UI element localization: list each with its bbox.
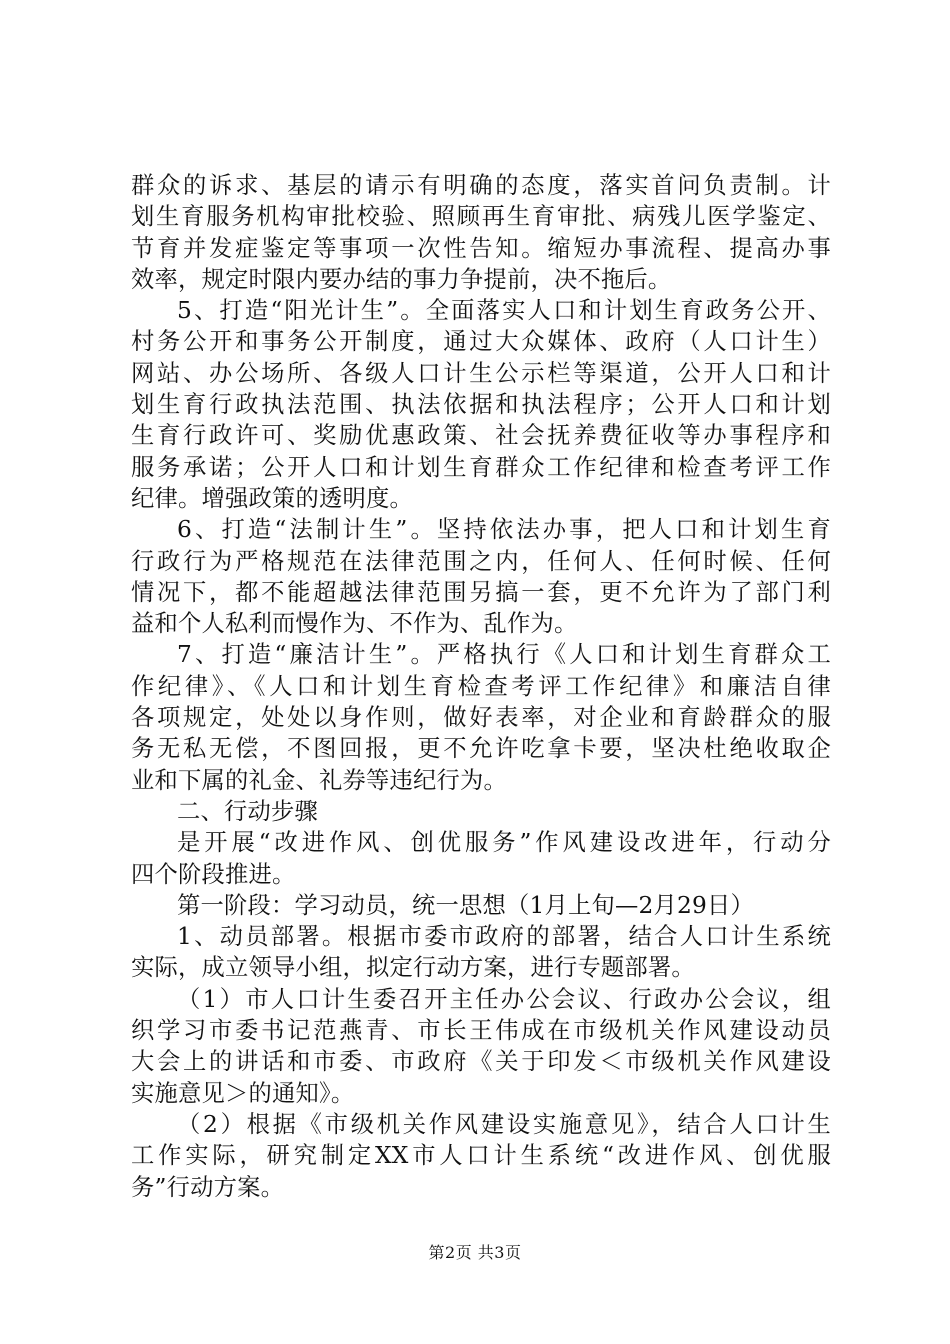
text-line: 务”行动方案。: [131, 1173, 285, 1201]
text-line: 划生育行政执法范围、执法依据和执法程序；公开人口和计划: [131, 391, 831, 419]
text-line: 服务承诺；公开人口和计划生育群众工作纪律和检查考评工作: [131, 453, 831, 481]
text-line: 纪律。增强政策的透明度。: [131, 484, 413, 512]
text-line: （2）根据《市级机关作风建设实施意见》，结合人口计生: [177, 1110, 831, 1138]
text-line: 行政行为严格规范在法律范围之内，任何人、任何时候、任何: [131, 547, 831, 575]
text-line: 实施意见＞的通知》。: [131, 1079, 355, 1107]
text-line: 工作实际，研究制定XX市人口计生系统“改进作风、创优服: [131, 1142, 831, 1170]
text-line: 6、打造“法制计生”。坚持依法办事，把人口和计划生育: [177, 516, 831, 544]
text-line: 网站、办公场所、各级人口计生公示栏等渠道，公开人口和计: [131, 359, 831, 387]
text-line: 各项规定，处处以身作则，做好表率，对企业和育龄群众的服: [131, 704, 831, 732]
text-line: 群众的诉求、基层的请示有明确的态度，落实首问负责制。计: [131, 172, 831, 199]
document-body: [131, 170, 831, 1203]
text-line: 二、行动步骤: [177, 797, 318, 825]
text-line: 节育并发症鉴定等事项一次性告知。缩短办事流程、提高办事: [131, 234, 831, 262]
text-line: 情况下，都不能超越法律范围另搞一套，更不允许为了部门利: [131, 578, 831, 606]
text-line: 村务公开和事务公开制度，通过大众媒体、政府（人口计生）: [131, 328, 831, 356]
text-line: 实际，成立领导小组，拟定行动方案，进行专题部署。: [131, 954, 695, 982]
text-line: 效率，规定时限内要办结的事力争提前，决不拖后。: [131, 265, 672, 293]
text-line: 第一阶段：学习动员，统一思想（1月上旬—2月29日）: [177, 891, 755, 919]
text-line: （1）市人口计生委召开主任办公会议、行政办公会议，组: [177, 985, 831, 1013]
text-line: 业和下属的礼金、礼券等违纪行为。: [131, 766, 507, 794]
text-line: 织学习市委书记范燕青、市长王伟成在市级机关作风建设动员: [131, 1017, 831, 1045]
text-line: 务无私无偿，不图回报，更不允许吃拿卡要，坚决杜绝收取企: [131, 735, 831, 763]
text-line: 益和个人私利而慢作为、不作为、乱作为。: [131, 610, 578, 638]
text-line: 是开展“改进作风、创优服务”作风建设改进年，行动分: [177, 829, 831, 857]
text-line: 四个阶段推进。: [131, 860, 296, 888]
text-line: 5、打造“阳光计生”。全面落实人口和计划生育政务公开、: [177, 297, 831, 325]
text-line: 1、动员部署。根据市委市政府的部署，结合人口计生系统: [177, 923, 831, 951]
text-line: 作纪律》、《人口和计划生育检查考评工作纪律》和廉洁自律: [131, 672, 831, 700]
text-line: 划生育服务机构审批校验、照顾再生育审批、病残儿医学鉴定、: [131, 203, 831, 231]
text-line: 大会上的讲话和市委、市政府《关于印发＜市级机关作风建设: [131, 1048, 831, 1076]
page-footer: [0, 1243, 950, 1263]
text-line: 7、打造“廉洁计生”。严格执行《人口和计划生育群众工: [177, 641, 831, 669]
text-line: 生育行政许可、奖励优惠政策、社会抚养费征收等办事程序和: [131, 422, 831, 450]
page-number-label: 第2页 共3页: [428, 1243, 522, 1262]
